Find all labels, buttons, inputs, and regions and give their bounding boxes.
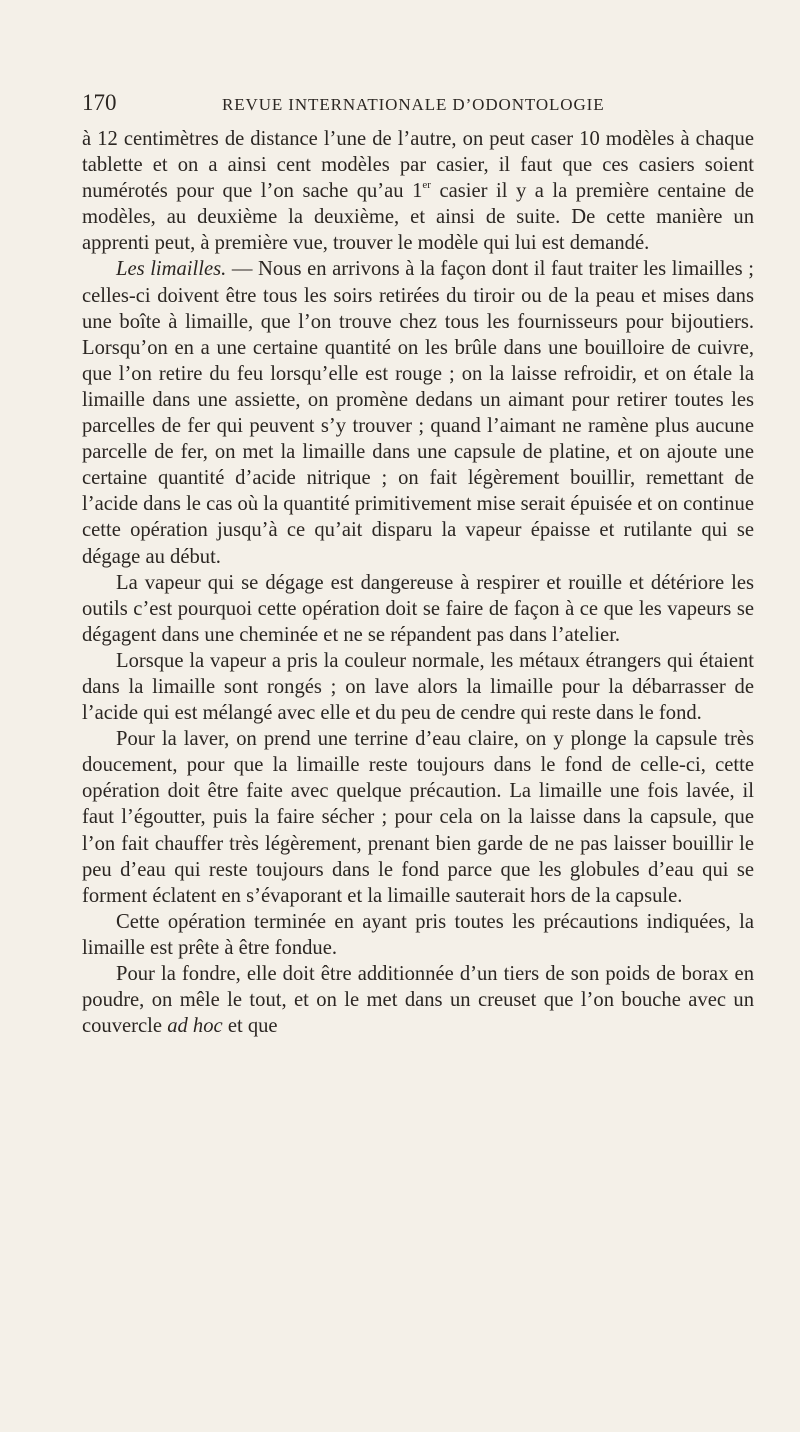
- paragraph-7-text-b: et que: [222, 1015, 278, 1038]
- paragraph-1-text-b: casier il y a la première centaine de modèles, au deuxième la deuxième, et ainsi de suite. De cette manière un apprenti peut, à première vue, trouver le modèle qui lui est demandé.: [82, 180, 755, 255]
- paragraph-2: [82, 256, 754, 569]
- paragraph-7-text-a: Pour la fondre, elle doit être additionnée d’un tiers de son poids de borax en poudre, on mêle le tout, et on le met dans un creuset que l’on bouche avec un couvercle: [82, 963, 754, 1038]
- ordinal-superscript: er: [422, 179, 431, 192]
- paragraph-6: Cette opération terminée en ayant pris toutes les précautions indiquées, la limaille est prête à être fondue.: [82, 910, 754, 959]
- section-heading-limailles: Les limailles.: [116, 258, 227, 281]
- page-number: 170: [82, 90, 117, 115]
- running-header: [82, 88, 754, 118]
- latin-phrase: ad hoc: [167, 1015, 223, 1038]
- document-page: [82, 88, 754, 1039]
- article-body: [82, 126, 754, 1039]
- paragraph-4: Lorsque la vapeur a pris la couleur normale, les métaux étrangers qui étaient dans la limaille sont rongés ; on lave alors la limaille pour la débarrasser de l’acide qui est mélangé avec elle et du peu de cendre qui reste dans le fond.: [82, 649, 754, 725]
- journal-title: REVUE INTERNATIONALE D’ODONTOLOGIE: [222, 95, 605, 114]
- paragraph-5: Pour la laver, on prend une terrine d’eau claire, on y plonge la capsule très doucement, pour que la limaille reste toujours dans le fond de celle-ci, cette opération doit être faite avec quelque précaution. La limaille une fois lavée, il faut l’égoutter, puis la faire sécher ; pour cela on la laisse dans la capsule, que l’on fait chauffer très légèrement, prenant bien garde de ne pas laisser bouillir le peu d’eau qui reste toujours dans le fond parce que les globules d’eau qui se forment éclatent en s’évaporant et la limaille sauterait hors de la capsule.: [82, 728, 754, 907]
- paragraph-1: [82, 126, 754, 256]
- paragraph-1-text-a: à 12 centimètres de distance l’une de l’autre, on peut caser 10 modèles à chaque tablette et on a ainsi cent modèles par casier, il faut que ces casiers soient numérotés pour que l’on sache qu’au 1: [82, 128, 754, 203]
- paragraph-7: [82, 961, 754, 1039]
- paragraph-3: La vapeur qui se dégage est dangereuse à respirer et rouille et détériore les outils c’est pourquoi cette opération doit se faire de façon à ce que les vapeurs se dégagent dans une cheminée et ne se répandent pas dans l’atelier.: [82, 571, 754, 646]
- paragraph-2-text: — Nous en arrivons à la façon dont il faut traiter les limailles ; celles-ci doivent être tous les soirs retirées du tiroir ou de la peau et mises dans une boîte à limaille, que l’on trouve chez tous les fournisseurs pour bijoutiers. Lorsqu’on en a une certaine quantité on les brûle dans une bouilloire de cuivre, que l’on retire du feu lorsqu’elle est rouge ; on la laisse refroidir, et on étale la limaille dans une assiette, on promène dedans un aimant pour retirer toutes les parcelles de fer qui peuvent s’y trouver ; quand l’aimant ne ramène plus aucune parcelle de fer, on met la limaille dans une capsule de platine, et on ajoute une certaine quantité d’acide nitrique ; on fait légèrement bouillir, remettant de l’acide dans le cas où la quantité primitivement mise serait épuisée et on continue cette opération jusqu’à ce qu’ait disparu la vapeur épaisse et rutilante qui se dégage au début.: [82, 258, 754, 568]
